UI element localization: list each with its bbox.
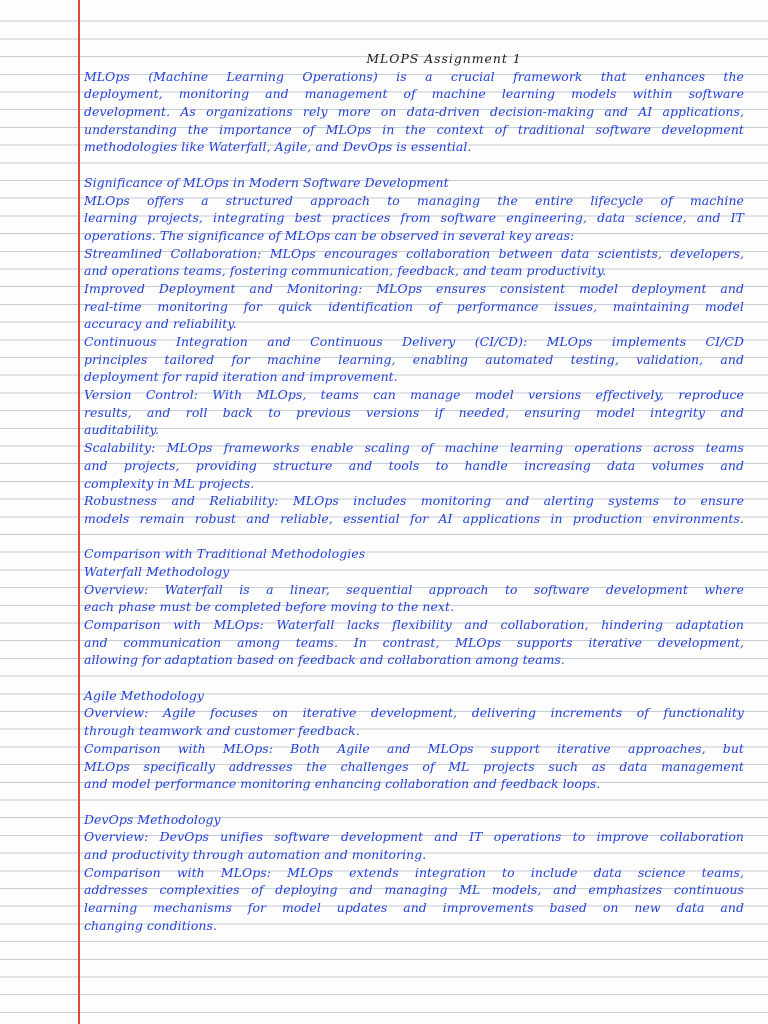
text-line: and operations teams, fostering communication, feedback, and team productivity. [84,263,607,279]
text-line: Improved Deployment and Monitoring: MLOps ensures consistent model deployment and [84,280,744,296]
text-line: results, and roll back to previous versions if needed, ensuring model integrity and [84,404,744,420]
subsection-heading: DevOps Methodology [84,811,221,827]
text-line: each phase must be completed before moving to the next. [84,599,455,615]
text-line: Continuous Integration and Continuous Delivery (CI/CD): MLOps implements CI/CD [84,334,744,349]
text-line: MLOps (Machine Learning Operations) is a crucial framework that enhances the [84,68,744,84]
text-line: operations. The significance of MLOps can be observed in several key areas: [84,227,575,243]
devops-section [84,811,744,935]
text-line: Streamlined Collaboration: MLOps encourages collaboration between data scientists, developers, [84,245,744,261]
text-line: learning projects, integrating best practices from software engineering, data science, and IT [84,210,744,226]
text-line: learning mechanisms for model updates and improvements based on new data and [84,900,744,915]
agile-section [84,687,744,793]
text-line: real-time monitoring for quick identification of performance issues, maintaining model [84,298,744,314]
text-line: principles tailored for machine learning, enabling automated testing, validation, and [84,351,744,367]
comparison-section [84,545,744,669]
text-line: and model performance monitoring enhancing collaboration and feedback loops. [84,776,601,792]
blank-line [84,528,744,546]
text-line: complexity in ML projects. [84,475,255,491]
blank-line [84,793,744,811]
text-line: Comparison with MLOps: Waterfall lacks flexibility and collaboration, hindering adaptation [84,617,744,632]
subsection-heading: Waterfall Methodology [84,563,230,579]
blank-line [84,156,744,174]
text-line: MLOps offers a structured approach to managing the entire lifecycle of machine [84,192,744,208]
text-line: understanding the importance of MLOps in the context of traditional software development [84,121,744,137]
text-line: changing conditions. [84,917,217,933]
text-line: and projects, providing structure and tools to handle increasing data volumes and [84,457,744,473]
text-line: Robustness and Reliability: MLOps includes monitoring and alerting systems to ensure [84,493,744,509]
intro-paragraph [84,68,744,156]
text-line: deployment, monitoring and management of machine learning models within software [84,86,744,102]
text-line: development. As organizations rely more on data-driven decision-making and AI applications, [84,104,744,120]
text-line: Version Control: With MLOps, teams can manage model versions effectively, reproduce [84,387,744,403]
text-line: and productivity through automation and monitoring. [84,846,427,862]
section-heading: Significance of MLOps in Modern Software Development [84,174,449,190]
significance-section [84,174,744,528]
text-line: Scalability: MLOps frameworks enable scaling of machine learning operations across teams [84,440,744,456]
handwritten-notes [84,50,744,934]
blank-line [84,669,744,687]
text-line: allowing for adaptation based on feedback and collaboration among teams. [84,652,565,668]
text-line: addresses complexities of deploying and managing ML models, and emphasizes continuous [84,882,744,898]
text-line: and communication among teams. In contrast, MLOps supports iterative development, [84,634,744,650]
page-title: MLOPS Assignment 1 [366,51,522,66]
section-heading: Comparison with Traditional Methodologies [84,546,366,562]
text-line: through teamwork and customer feedback. [84,723,360,739]
text-line: Overview: DevOps unifies software development and IT operations to improve collaboration [84,829,744,845]
text-line: methodologies like Waterfall, Agile, and DevOps is essential. [84,139,472,155]
text-line: Comparison with MLOps: Both Agile and MLOps support iterative approaches, but [84,740,744,756]
text-line: auditability. [84,422,160,438]
text-line: Overview: Agile focuses on iterative development, delivering increments of functionality [84,705,744,721]
text-line: MLOps specifically addresses the challenges of ML projects such as data management [84,758,744,774]
red-margin-line [78,0,80,1024]
text-line: models remain robust and reliable, essential for AI applications in production environments. [84,510,744,526]
text-line: Comparison with MLOps: MLOps extends integration to include data science teams, [84,864,744,880]
subsection-heading: Agile Methodology [84,687,204,703]
text-line: accuracy and reliability. [84,316,237,332]
text-line: deployment for rapid iteration and improvement. [84,369,398,385]
text-line: Overview: Waterfall is a linear, sequential approach to software development where [84,581,744,597]
